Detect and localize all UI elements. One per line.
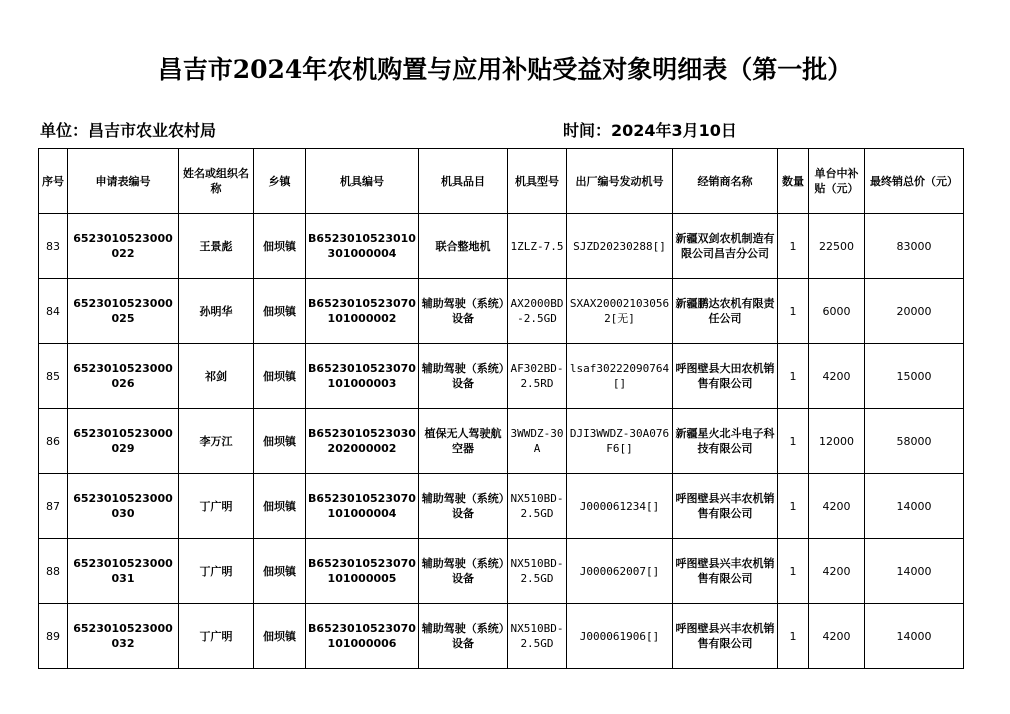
town-cell: 佃坝镇	[254, 474, 306, 539]
subsidy-amount-cell: 4200	[809, 539, 865, 604]
total-price-cell: 14000	[865, 604, 964, 669]
column-header: 出厂编号发动机号	[567, 149, 673, 214]
row-number-cell: 89	[39, 604, 68, 669]
machine-model-cell: AX2000BD-2.5GD	[508, 279, 567, 344]
machine-model-cell: 3WWDZ-30A	[508, 409, 567, 474]
dealer-name-cell: 新疆鹏达农机有限责任公司	[673, 279, 778, 344]
table-row	[39, 344, 964, 409]
column-header: 序号	[39, 149, 68, 214]
table-header-row	[39, 149, 964, 214]
application-id-cell: 6523010523000032	[68, 604, 179, 669]
subsidy-table	[38, 148, 964, 669]
machine-category-cell: 辅助驾驶（系统）设备	[419, 539, 508, 604]
table-row	[39, 214, 964, 279]
town-cell: 佃坝镇	[254, 604, 306, 669]
machine-model-cell: AF302BD-2.5RD	[508, 344, 567, 409]
serial-number-cell: J000061906[]	[567, 604, 673, 669]
subsidy-amount-cell: 22500	[809, 214, 865, 279]
machine-category-cell: 辅助驾驶（系统）设备	[419, 474, 508, 539]
total-price-cell: 14000	[865, 539, 964, 604]
machine-model-cell: NX510BD-2.5GD	[508, 539, 567, 604]
machine-category-cell: 辅助驾驶（系统）设备	[419, 604, 508, 669]
town-cell: 佃坝镇	[254, 409, 306, 474]
quantity-cell: 1	[778, 409, 809, 474]
date-label: 时间：2024年3月10日	[563, 121, 737, 140]
column-header: 经销商名称	[673, 149, 778, 214]
machine-id-cell: B6523010523070101000002	[306, 279, 419, 344]
town-cell: 佃坝镇	[254, 539, 306, 604]
table-row	[39, 279, 964, 344]
quantity-cell: 1	[778, 539, 809, 604]
machine-category-cell: 辅助驾驶（系统）设备	[419, 279, 508, 344]
applicant-name-cell: 丁广明	[179, 539, 254, 604]
table-row	[39, 604, 964, 669]
document-title: 昌吉市2024年农机购置与应用补贴受益对象明细表（第一批）	[157, 55, 853, 84]
application-id-cell: 6523010523000026	[68, 344, 179, 409]
applicant-name-cell: 李万江	[179, 409, 254, 474]
subsidy-amount-cell: 12000	[809, 409, 865, 474]
row-number-cell: 88	[39, 539, 68, 604]
application-id-cell: 6523010523000025	[68, 279, 179, 344]
application-id-cell: 6523010523000031	[68, 539, 179, 604]
column-header: 机具编号	[306, 149, 419, 214]
column-header: 机具型号	[508, 149, 567, 214]
quantity-cell: 1	[778, 474, 809, 539]
total-price-cell: 58000	[865, 409, 964, 474]
subsidy-amount-cell: 4200	[809, 604, 865, 669]
total-price-cell: 20000	[865, 279, 964, 344]
machine-model-cell: 1ZLZ-7.5	[508, 214, 567, 279]
row-number-cell: 87	[39, 474, 68, 539]
machine-model-cell: NX510BD-2.5GD	[508, 604, 567, 669]
table-row	[39, 539, 964, 604]
total-price-cell: 14000	[865, 474, 964, 539]
subsidy-amount-cell: 6000	[809, 279, 865, 344]
machine-id-cell: B6523010523070101000005	[306, 539, 419, 604]
town-cell: 佃坝镇	[254, 214, 306, 279]
machine-model-cell: NX510BD-2.5GD	[508, 474, 567, 539]
machine-id-cell: B6523010523070101000003	[306, 344, 419, 409]
serial-number-cell: DJI3WWDZ-30A076F6[]	[567, 409, 673, 474]
dealer-name-cell: 呼图壁县大田农机销售有限公司	[673, 344, 778, 409]
town-cell: 佃坝镇	[254, 279, 306, 344]
applicant-name-cell: 孙明华	[179, 279, 254, 344]
dealer-name-cell: 新疆双剑农机制造有限公司昌吉分公司	[673, 214, 778, 279]
applicant-name-cell: 祁剑	[179, 344, 254, 409]
column-header: 姓名或组织名称	[179, 149, 254, 214]
column-header: 单台中补贴（元）	[809, 149, 865, 214]
table-row	[39, 409, 964, 474]
table-row	[39, 474, 964, 539]
column-header: 乡镇	[254, 149, 306, 214]
serial-number-cell: SXAX200021030562[无]	[567, 279, 673, 344]
row-number-cell: 83	[39, 214, 68, 279]
dealer-name-cell: 呼图壁县兴丰农机销售有限公司	[673, 474, 778, 539]
serial-number-cell: J000062007[]	[567, 539, 673, 604]
machine-id-cell: B6523010523070101000006	[306, 604, 419, 669]
machine-category-cell: 植保无人驾驶航空器	[419, 409, 508, 474]
applicant-name-cell: 王景彪	[179, 214, 254, 279]
application-id-cell: 6523010523000030	[68, 474, 179, 539]
row-number-cell: 84	[39, 279, 68, 344]
quantity-cell: 1	[778, 214, 809, 279]
machine-id-cell: B6523010523030202000002	[306, 409, 419, 474]
machine-category-cell: 联合整地机	[419, 214, 508, 279]
column-header: 申请表编号	[68, 149, 179, 214]
machine-category-cell: 辅助驾驶（系统）设备	[419, 344, 508, 409]
quantity-cell: 1	[778, 344, 809, 409]
dealer-name-cell: 呼图壁县兴丰农机销售有限公司	[673, 604, 778, 669]
application-id-cell: 6523010523000029	[68, 409, 179, 474]
machine-id-cell: B6523010523070101000004	[306, 474, 419, 539]
serial-number-cell: SJZD20230288[]	[567, 214, 673, 279]
subsidy-amount-cell: 4200	[809, 474, 865, 539]
applicant-name-cell: 丁广明	[179, 604, 254, 669]
column-header: 数量	[778, 149, 809, 214]
town-cell: 佃坝镇	[254, 344, 306, 409]
applicant-name-cell: 丁广明	[179, 474, 254, 539]
unit-label: 单位：昌吉市农业农村局	[40, 121, 217, 140]
row-number-cell: 85	[39, 344, 68, 409]
row-number-cell: 86	[39, 409, 68, 474]
column-header: 机具品目	[419, 149, 508, 214]
serial-number-cell: lsaf30222090764[]	[567, 344, 673, 409]
subsidy-amount-cell: 4200	[809, 344, 865, 409]
quantity-cell: 1	[778, 604, 809, 669]
column-header: 最终销总价（元）	[865, 149, 964, 214]
quantity-cell: 1	[778, 279, 809, 344]
total-price-cell: 15000	[865, 344, 964, 409]
dealer-name-cell: 新疆星火北斗电子科技有限公司	[673, 409, 778, 474]
application-id-cell: 6523010523000022	[68, 214, 179, 279]
machine-id-cell: B6523010523010301000004	[306, 214, 419, 279]
serial-number-cell: J000061234[]	[567, 474, 673, 539]
total-price-cell: 83000	[865, 214, 964, 279]
dealer-name-cell: 呼图壁县兴丰农机销售有限公司	[673, 539, 778, 604]
